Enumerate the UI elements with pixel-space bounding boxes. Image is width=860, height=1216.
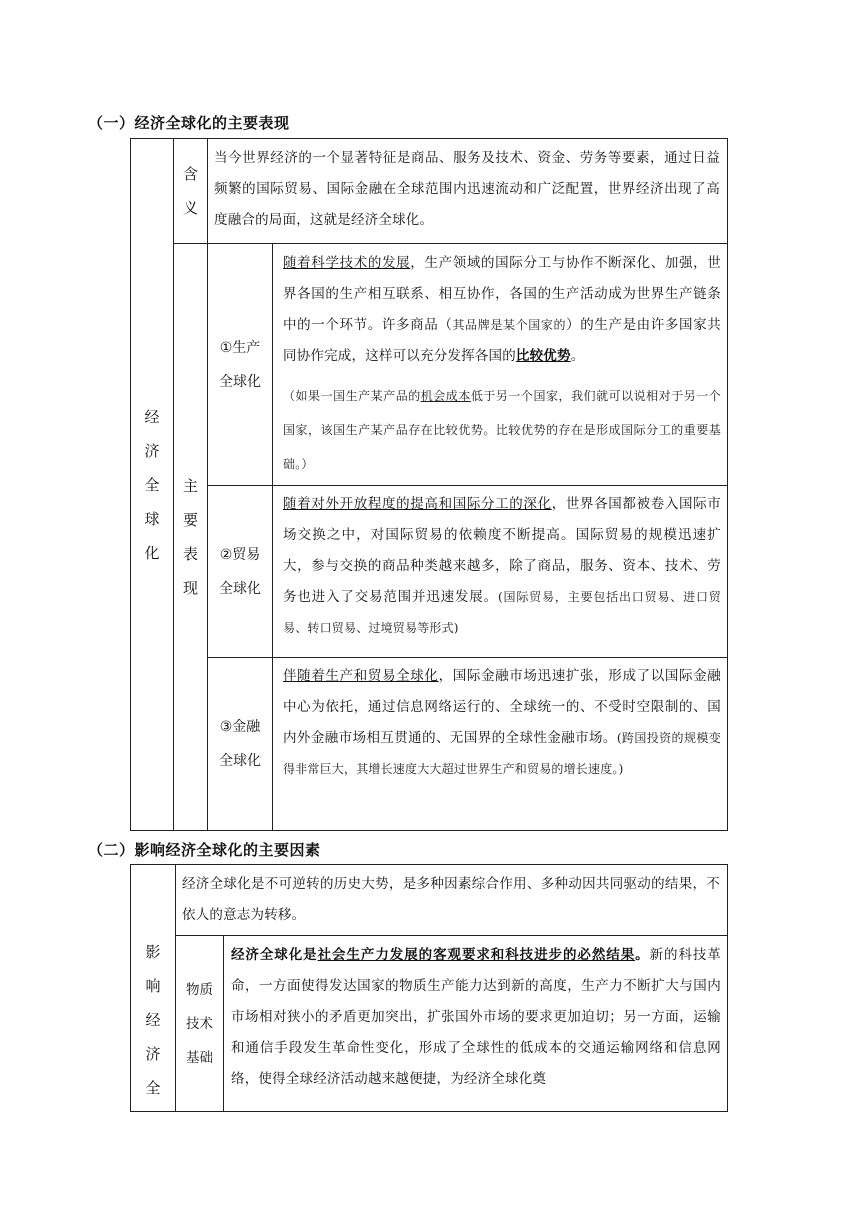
production-text-cell: [272, 243, 727, 485]
trade-label-line: 全球化: [219, 580, 261, 597]
factors-label-char: 响: [145, 977, 161, 995]
section-1-heading: （一）经济全球化的主要表现: [88, 114, 290, 132]
outer-label-cell: [131, 139, 173, 830]
outer-label-char: 化: [144, 543, 160, 562]
outer-label: [131, 139, 173, 830]
comparative-advantage-term: 比较优势: [515, 348, 571, 364]
outer-label-char: 经: [144, 407, 160, 426]
material-tech-body: 新的科技革命，一方面使得发达国家的物质生产能力达到新的高度，生产力不断扩大与国内市场相对狭小的矛盾更加突出，扩张国外市场的要求更加迫切；另一方面，运输和通信手段发生革命性变化，形成了全球性的低成本的交通运输网络和信息网络，使得全球经济活动越来越便捷，为经济全球化奠: [231, 947, 722, 1087]
material-tech-text: [231, 940, 721, 1095]
finance-label: [208, 658, 272, 830]
production-text-b: ）的生产是由许多国家共同协作完成，这样可以充分发挥各国的: [283, 317, 721, 364]
material-tech-label-line: 基础: [186, 1049, 213, 1066]
production-label-line: 全球化: [219, 373, 261, 390]
factors-label-char: 全: [145, 1079, 161, 1097]
factors-label-char: 影: [145, 943, 161, 961]
table-globalization-factors: [130, 864, 728, 1112]
production-label-line: ①生产: [219, 339, 261, 356]
material-tech-lead-dot: 。: [635, 947, 650, 963]
material-tech-text-cell: [223, 935, 727, 1111]
production-note: [283, 379, 721, 481]
production-label-cell: [207, 243, 272, 485]
material-tech-key-phrase: 社会生产力发展的客观要求和科技进步的必然结果: [317, 947, 636, 963]
production-note-b: 低于另一个国家，我们就可以说相对于另一个国家，该国生产某产品存在比较优势。比较优势的存在是形成国际分工的重要基础。）: [283, 389, 721, 471]
trade-text-a: ，世界各国都被卷入国际市场交换之中，对国际贸易的依赖度不断提高。国际贸易的规模迅速扩大，参与交换的商品种类越来越多，除了商品，服务、资本、技术、劳务也进入了交易范围并迅速发展。: [283, 496, 721, 605]
finance-label-line: ③金融: [219, 719, 261, 735]
trade-label: [208, 486, 272, 657]
trade-text-cell: [272, 485, 727, 657]
meaning-label-cell: [173, 139, 207, 243]
production-note-a: （如果一国生产某产品的: [283, 389, 421, 403]
factors-label-char: 济: [145, 1045, 161, 1063]
factors-intro-text: 经济全球化是不可逆转的历史大势，是多种因素综合作用、多种动因共同驱动的结果，不依人的意志为转移。: [182, 876, 720, 923]
meaning-label-char: 义: [182, 199, 198, 217]
material-tech-label: [176, 936, 223, 1111]
outer-label-char: 济: [144, 441, 160, 460]
production-text: [283, 248, 721, 372]
meaning-label: [174, 139, 207, 243]
finance-note: (跨国投资的规模变得非常巨大，其增长速度大大超过世界生产和贸易的增长速度。): [283, 731, 721, 776]
meaning-text-cell: [207, 139, 727, 243]
main-label-char: 主: [182, 477, 198, 495]
main-label-cell: [173, 243, 207, 830]
finance-text: [283, 661, 721, 785]
table-economic-globalization: [130, 138, 728, 831]
trade-label-cell: [207, 485, 272, 657]
production-label: [208, 244, 272, 485]
section-2-heading: （二）影响经济全球化的主要因素: [88, 841, 321, 859]
main-label: [174, 244, 207, 830]
outer-label-char: 球: [144, 509, 160, 528]
main-label-char: 要: [182, 511, 198, 529]
production-text-a: ，生产领域的国际分工与协作不断深化、加强，世界各国的生产相互联系、相互协作，各国的生产活动成为世界生产链条中的一个环节。许多商品（: [283, 255, 721, 333]
production-text-c: 。: [570, 348, 585, 364]
main-label-char: 表: [182, 545, 198, 563]
factors-intro-cell: [175, 865, 727, 935]
outer-label-char: 全: [144, 475, 160, 494]
finance-label-cell: [207, 657, 272, 830]
finance-label-line: 全球化: [219, 753, 261, 769]
opportunity-cost-term: 机会成本: [420, 389, 471, 403]
material-tech-lead: 经济全球化是: [231, 947, 318, 963]
finance-lead: 伴随着生产和贸易全球化: [283, 668, 439, 684]
finance-text-a: ，国际金融市场迅速扩张，形成了以国际金融中心为依托，通过信息网络运行的、全球统一的、不受时空限制的、国内外金融市场相互贯通的、无国界的全球性金融市场。: [283, 668, 721, 746]
material-tech-label-cell: [175, 935, 223, 1111]
finance-text-cell: [272, 657, 727, 830]
meaning-text: 当今世界经济的一个显著特征是商品、服务及技术、资金、劳务等要素，通过日益频繁的国际贸易、国际金融在全球范围内迅速流动和广泛配置，世界经济出现了高度融合的局面，这就是经济全球化。: [214, 150, 720, 228]
material-tech-label-line: 技术: [186, 1015, 213, 1032]
production-lead: 随着科学技术的发展: [283, 255, 411, 271]
meaning-label-char: 含: [182, 165, 198, 183]
trade-note: (国际贸易，主要包括出口贸易、进口贸易、转口贸易、过境贸易等形式): [283, 590, 722, 635]
factors-outer-label: [131, 865, 175, 1111]
material-tech-label-line: 物质: [186, 981, 213, 998]
production-text-small: 其品牌是某个国家的: [452, 318, 567, 332]
factors-label-char: 经: [145, 1011, 161, 1029]
trade-label-line: ②贸易: [219, 546, 261, 563]
trade-lead: 随着对外开放程度的提高和国际分工的深化: [283, 496, 552, 512]
main-label-char: 现: [182, 579, 198, 597]
factors-outer-label-cell: [131, 865, 175, 1111]
trade-text: [283, 489, 721, 644]
